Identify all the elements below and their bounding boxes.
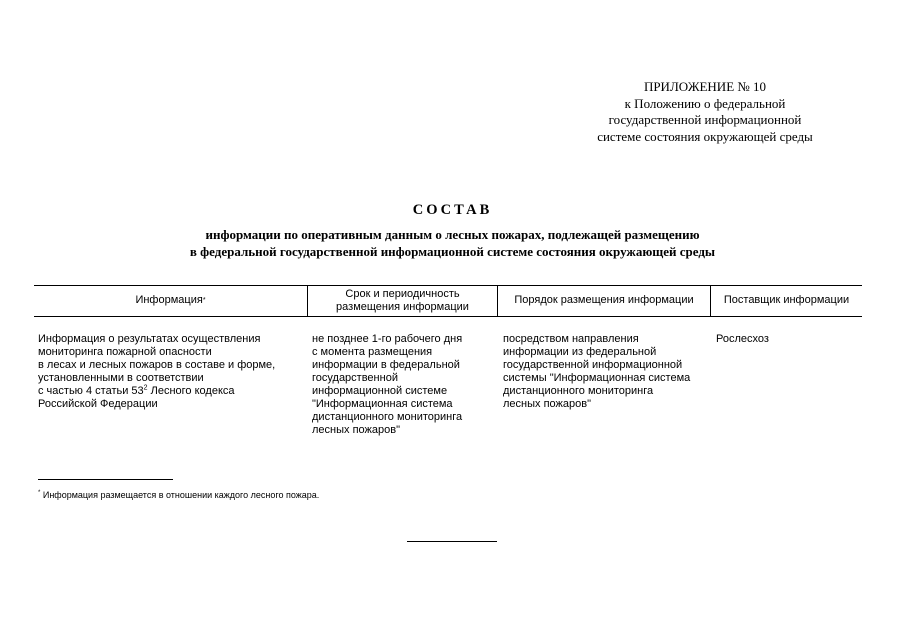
appendix-block [560, 79, 850, 145]
cell-info-line: в лесах и лесных пожаров в составе и форме, [38, 359, 276, 371]
appendix-ref-line3: системе состояния окружающей среды [597, 128, 813, 144]
cell-order-line: посредством направления [503, 333, 639, 345]
header-info-label: Информация [135, 294, 203, 306]
cell-info-code: Лесного кодекса [147, 385, 235, 397]
appendix-number: ПРИЛОЖЕНИЕ № 10 [643, 79, 767, 94]
header-term-line2: размещения информации [336, 300, 469, 313]
cell-order [503, 333, 690, 411]
header-term-line1: Срок и периодичность [345, 287, 460, 300]
header-order [498, 285, 710, 316]
header-info [34, 285, 307, 316]
cell-supplier [716, 333, 769, 346]
header-supplier-label: Поставщик информации [723, 294, 850, 306]
cell-term-line: государственной [312, 372, 398, 384]
cell-term-line: информационной системе [312, 385, 448, 397]
cell-info-line: установленными в соответствии [38, 372, 204, 384]
cell-order-line: информации из федеральной [503, 346, 657, 358]
cell-term-line: информации в федеральной [312, 359, 460, 371]
cell-term-line: с момента размещения [312, 346, 433, 358]
header-info-footnote-mark: * [202, 297, 206, 304]
header-term [308, 285, 497, 316]
cell-supplier-value: Рослесхоз [716, 333, 769, 345]
cell-term [312, 333, 462, 437]
document-title: СОСТАВ [412, 202, 493, 218]
cell-term-line: "Информационная система [312, 398, 453, 410]
subtitle-line2: в федеральной государственной информационной системе состояния окружающей среды [189, 244, 716, 259]
end-separator [407, 541, 497, 542]
footnote-separator [38, 479, 173, 480]
table-header-bottom-border [34, 316, 862, 317]
footnote-mark: * [38, 490, 41, 496]
appendix-ref-line1: к Положению о федеральной [624, 95, 786, 111]
footnote-text: Информация размещается в отношении каждого лесного пожара. [40, 490, 320, 500]
header-order-label: Порядок размещения информации [514, 294, 694, 306]
cell-order-line: государственной информационной [503, 359, 683, 371]
cell-term-line: дистанционного мониторинга [312, 411, 463, 423]
cell-order-line: дистанционного мониторинга [503, 385, 654, 397]
cell-order-line: системы "Информационная система [503, 372, 691, 384]
cell-term-line: не позднее 1-го рабочего дня [312, 333, 463, 345]
cell-info [38, 333, 275, 411]
cell-info-line: мониторинга пожарной опасности [38, 346, 212, 358]
subtitle-line1: информации по оперативным данным о лесных пожарах, подлежащей размещению [205, 227, 700, 242]
cell-order-line: лесных пожаров" [503, 398, 591, 410]
cell-info-line: Российской Федерации [38, 398, 158, 410]
appendix-ref-line2: государственной информационной [608, 112, 802, 127]
document-subtitle [0, 226, 905, 260]
cell-info-article-superscript: 2 [143, 384, 148, 392]
cell-info-article: с частью 4 статьи 53 [38, 385, 144, 397]
header-supplier [711, 285, 862, 316]
cell-term-line: лесных пожаров" [312, 424, 400, 436]
cell-info-line [38, 385, 275, 398]
footnote [38, 490, 319, 500]
cell-info-line: Информация о результатах осуществления [38, 333, 261, 345]
